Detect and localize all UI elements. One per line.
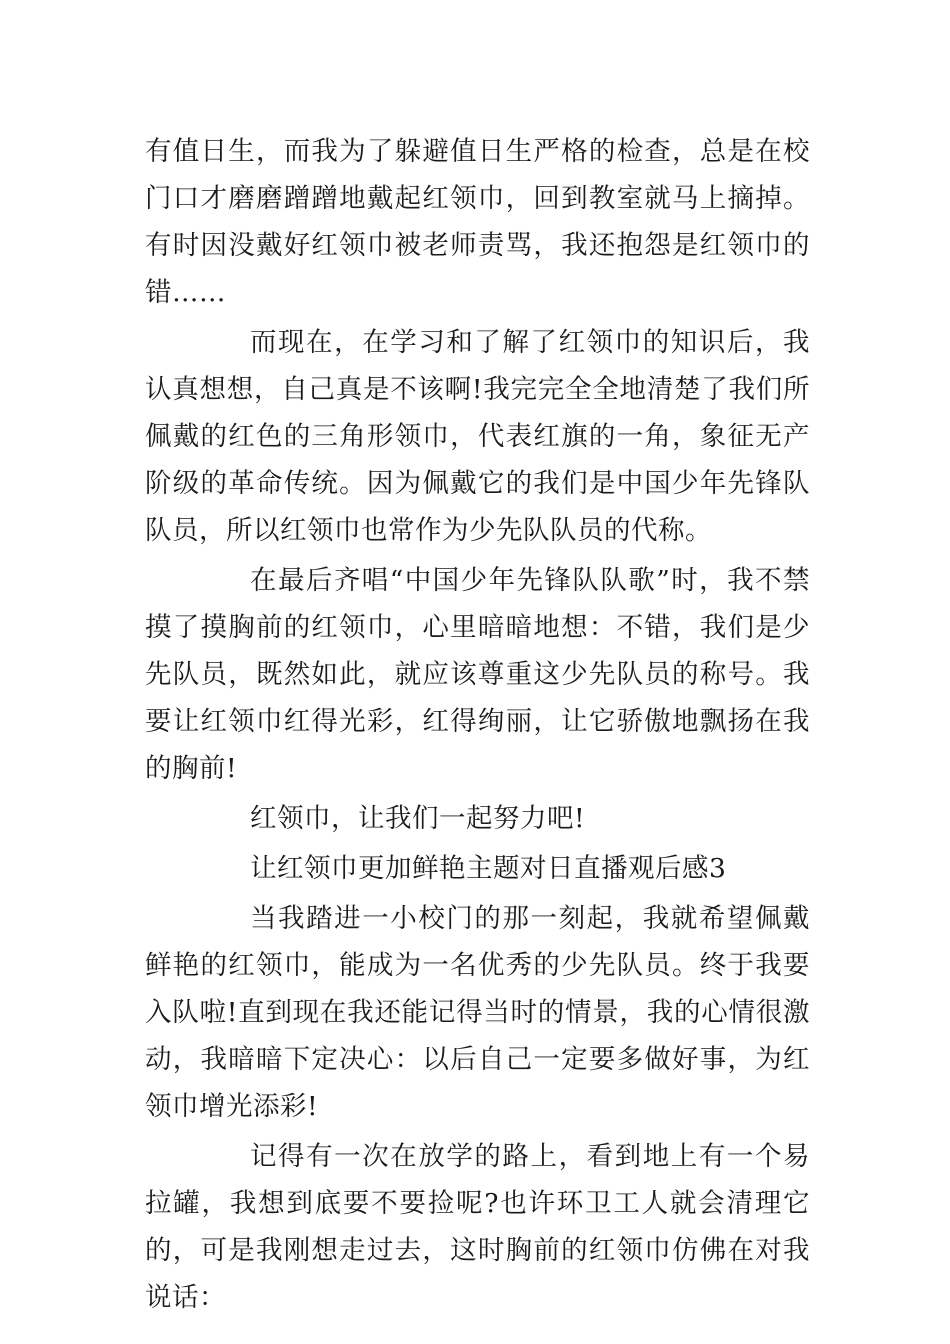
paragraph-4: 红领巾，让我们一起努力吧! [250,803,586,834]
section-heading: 让红领巾更加鲜艳主题对日直播观后感3 [250,853,727,884]
paragraph-6: 记得有一次在放学的路上，看到地上有一个易拉罐，我想到底要不要捡呢?也许环卫工人就会清理它的，可是我刚想走过去，这时胸前的红领巾仿佛在对我说话： [145,1141,810,1313]
document-body [145,128,810,1321]
paragraph-1: 有值日生，而我为了躲避值日生严格的检查，总是在校门口才磨磨蹭蹭地戴起红领巾，回到教室就马上摘掉。有时因没戴好红领巾被老师责骂，我还抱怨是红领巾的错…… [145,136,810,308]
paragraph-3: 在最后齐唱“中国少年先锋队队歌”时，我不禁摸了摸胸前的红领巾，心里暗暗地想：不错，我们是少先队员，既然如此，就应该尊重这少先队员的称号。我要让红领巾红得光彩，红得绚丽，让它骄傲地飘扬在我的胸前! [145,565,810,784]
paragraph-2: 而现在，在学习和了解了红领巾的知识后，我认真想想，自己真是不该啊!我完完全全地清楚了我们所佩戴的红色的三角形领巾，代表红旗的一角，象征无产阶级的革命传统。因为佩戴它的我们是中国少年先锋队队员，所以红领巾也常作为少先队队员的代称。 [145,327,810,546]
paragraph-5: 当我踏进一小校门的那一刻起，我就希望佩戴鲜艳的红领巾，能成为一名优秀的少先队员。终于我要入队啦!直到现在我还能记得当时的情景，我的心情很激动，我暗暗下定决心：以后自己一定要多做好事，为红领巾增光添彩! [145,903,810,1122]
